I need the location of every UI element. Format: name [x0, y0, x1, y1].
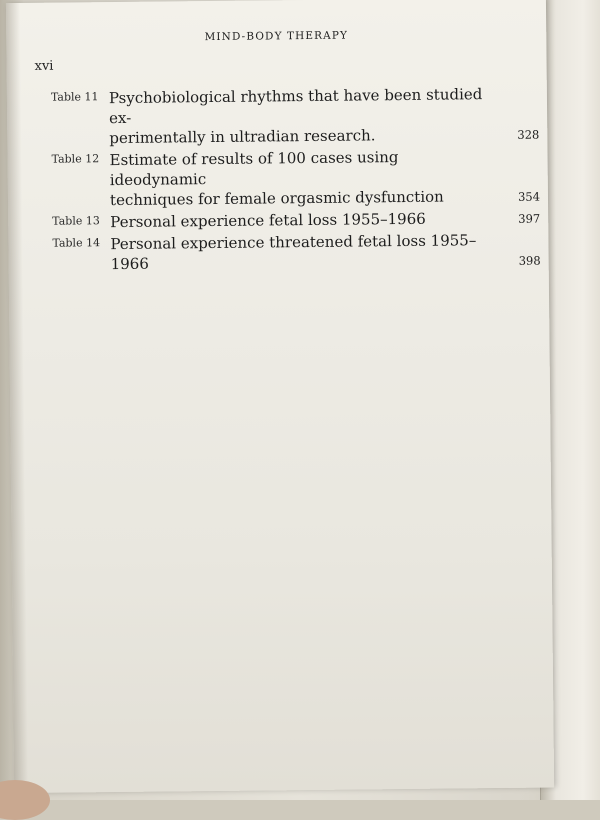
toc-entry-table-12 — [51, 146, 540, 211]
entry-page-number: 328 — [517, 127, 540, 142]
entry-title-line: Estimate of results of 100 cases using ideodynamic — [109, 148, 399, 190]
entry-title — [110, 230, 500, 274]
entry-title-line: techniques for female orgasmic dysfunction — [109, 187, 444, 210]
page-number: xvi — [34, 58, 54, 74]
entry-title-line: Psychobiological rhythms that have been studied ex- — [108, 85, 483, 128]
running-head: MIND-BODY THERAPY — [204, 29, 349, 44]
entry-title-line: perimentally in ultradian research. — [109, 126, 376, 148]
entry-title-line: Personal experience fetal loss 1955–1966 — [110, 209, 426, 232]
entry-label: Table 12 — [51, 152, 100, 166]
entry-title — [109, 84, 500, 148]
entry-page-number: 398 — [518, 253, 541, 268]
list-of-tables — [51, 84, 541, 275]
toc-entry-table-13 — [52, 208, 540, 233]
toc-entry-table-11 — [51, 84, 540, 149]
entry-label: Table 11 — [50, 90, 99, 104]
entry-page-number: 354 — [517, 189, 541, 204]
book-page — [6, 0, 554, 793]
entry-title-line: Personal experience threatened fetal loss 1955–1966 — [110, 231, 477, 274]
entry-label: Table 14 — [52, 236, 101, 250]
entry-page-number: 397 — [518, 211, 541, 226]
entry-title — [109, 146, 500, 210]
entry-title — [110, 208, 500, 232]
entry-label: Table 13 — [52, 214, 100, 228]
toc-entry-table-14 — [52, 230, 540, 275]
